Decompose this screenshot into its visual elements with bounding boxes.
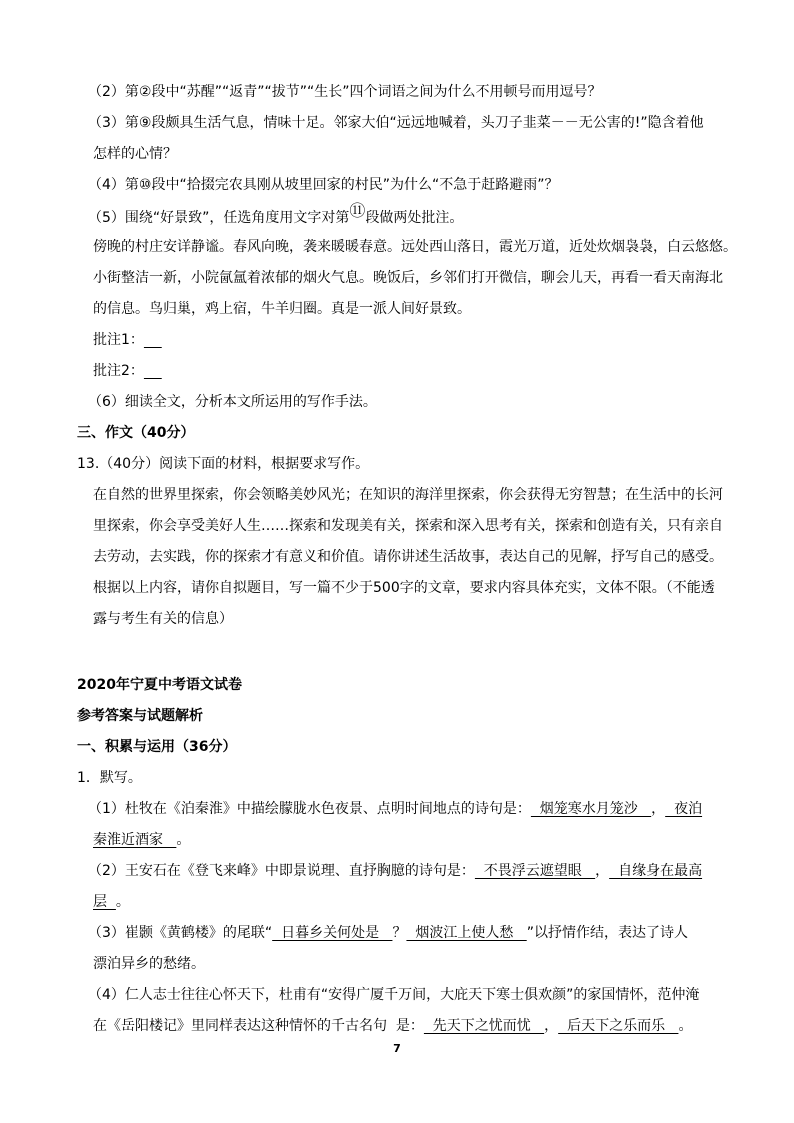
text-segment: 怎样的心情？ <box>93 146 177 162</box>
text-line <box>0 949 794 980</box>
text-line <box>0 356 794 387</box>
spacer <box>0 635 794 670</box>
text-segment: 里探索，你会享受美好人生……探索和发现美有关，探索和深入思考有关，探索和创造有关，只有亲自 <box>93 518 723 534</box>
answer-blank: 不畏浮云遮望眼 <box>474 863 596 879</box>
text-line <box>0 232 794 263</box>
text-segment: 。 <box>176 832 191 848</box>
text-line <box>0 201 794 232</box>
text-line <box>0 511 794 542</box>
text-segment: 段做两处批注。 <box>365 210 464 226</box>
answer-blank: 夜泊 <box>665 801 703 817</box>
answer-blank: 烟波江上使人愁 <box>406 925 527 941</box>
text-segment: （2）王安石在《登飞来峰》中即景说理、直抒胸臆的诗句是： <box>88 863 475 879</box>
text-segment: ⑪ <box>349 201 366 220</box>
text-segment: 漂泊异乡的愁绪。 <box>93 956 205 972</box>
answer-blank: 先天下之忧而忧 <box>423 1018 545 1034</box>
text-line <box>0 980 794 1011</box>
text-line <box>0 918 794 949</box>
text-segment: 批注2： <box>93 363 144 379</box>
text-line <box>0 294 794 325</box>
text-line <box>0 77 794 108</box>
text-line <box>0 856 794 887</box>
text-segment: （3）崔颢《黄鹤楼》的尾联“ <box>88 925 273 941</box>
text-segment: 。 <box>115 894 130 910</box>
text-segment: ”以抒情作结，表达了诗人 <box>526 925 688 941</box>
answer-blank <box>144 363 162 379</box>
answer-blank: 层 <box>93 894 116 910</box>
text-segment: 2020年宁夏中考语文试卷 <box>77 677 242 693</box>
text-line <box>0 542 794 573</box>
answer-blank: 秦淮近酒家 <box>93 832 177 848</box>
text-segment: 参考答案与试题解析 <box>77 708 203 724</box>
text-segment: （1）杜牧在《泊秦淮》中描绘朦胧水色夜景、点明时间地点的诗句是： <box>88 801 531 817</box>
text-segment: 露与考生有关的信息） <box>93 611 233 627</box>
text-segment: 小街整洁一新，小院氤氲着浓郁的烟火气息。晚饭后，乡邻们打开微信，聊会儿天，再看一看天南海北 <box>93 270 723 286</box>
answer-blank: 自缘身在最高 <box>609 863 703 879</box>
text-line <box>0 825 794 856</box>
text-line <box>0 263 794 294</box>
answer-blank <box>144 332 162 348</box>
answer-blank: 烟笼寒水月笼沙 <box>530 801 652 817</box>
text-segment: （5）围绕“好景致”，任选角度用文字对第 <box>88 210 350 226</box>
text-segment: 在《岳阳楼记》里同样表达这种情怀的千古名句 是： <box>93 1018 424 1034</box>
text-segment: （3）第⑨段颇具生活气息，情味十足。邻家大伯“远远地喊着，头刀子韭菜－－无公害的!”隐含着他 <box>88 115 704 131</box>
text-segment: （4）仁人志士往往心怀天下，杜甫有“安得广厦千万间，大庇天下寒士俱欢颜”的家国情怀，范仲淹 <box>88 987 700 1003</box>
answer-blank: 后天下之乐而乐 <box>558 1018 679 1034</box>
document-page <box>0 77 794 1042</box>
text-segment: 三、作文（40分） <box>77 425 195 441</box>
answer-blank: 日暮乡关何处是 <box>272 925 393 941</box>
text-segment: 根据以上内容，请你自拟题目，写一篇不少于500字的文章，要求内容具体充实，文体不限。（不能透 <box>93 580 715 596</box>
text-line <box>0 139 794 170</box>
section-heading <box>0 701 794 732</box>
text-line <box>0 108 794 139</box>
text-segment: 。 <box>678 1018 693 1034</box>
text-line <box>0 387 794 418</box>
text-line <box>0 887 794 918</box>
text-line <box>0 325 794 356</box>
text-line <box>0 573 794 604</box>
text-segment: 的信息。鸟归巢，鸡上宿，牛羊归圈。真是一派人间好景致。 <box>93 301 471 317</box>
section-heading <box>0 670 794 701</box>
text-segment: （6）细读全文，分析本文所运用的写作手法。 <box>88 394 377 410</box>
text-segment: 批注1： <box>93 332 144 348</box>
section-heading <box>0 732 794 763</box>
text-segment: 去劳动，去实践，你的探索才有意义和价值。请你讲述生活故事，表达自己的见解，抒写自己的感受。 <box>93 549 723 565</box>
text-line <box>0 794 794 825</box>
text-line <box>0 763 794 794</box>
text-segment: （2）第②段中“苏醒”“返青”“拔节”“生长”四个词语之间为什么不用顿号而用逗号？ <box>88 84 602 100</box>
text-segment: ？ <box>392 925 407 941</box>
text-segment: （4）第⑩段中“拾掇完农具刚从坡里回家的村民”为什么“不急于赶路避雨”？ <box>88 177 559 193</box>
text-segment: 13.（40分）阅读下面的材料，根据要求写作。 <box>77 456 370 472</box>
text-segment: 一、积累与运用（36分） <box>77 739 237 755</box>
text-segment: 1．默写。 <box>77 770 142 786</box>
page-number: 7 <box>393 1042 401 1055</box>
text-line <box>0 449 794 480</box>
section-heading <box>0 418 794 449</box>
text-line <box>0 480 794 511</box>
text-segment: ， <box>595 863 610 879</box>
text-line <box>0 1011 794 1042</box>
text-segment: 傍晚的村庄安详静谧。春风向晚，袭来暖暖春意。远处西山落日，霞光万道，近处炊烟袅袅，白云悠悠。 <box>93 239 737 255</box>
text-segment: ， <box>544 1018 559 1034</box>
text-line <box>0 604 794 635</box>
text-segment: ， <box>651 801 666 817</box>
text-line <box>0 170 794 201</box>
text-segment: 在自然的世界里探索，你会领略美妙风光；在知识的海洋里探索，你会获得无穷智慧；在生活中的长河 <box>93 487 723 503</box>
